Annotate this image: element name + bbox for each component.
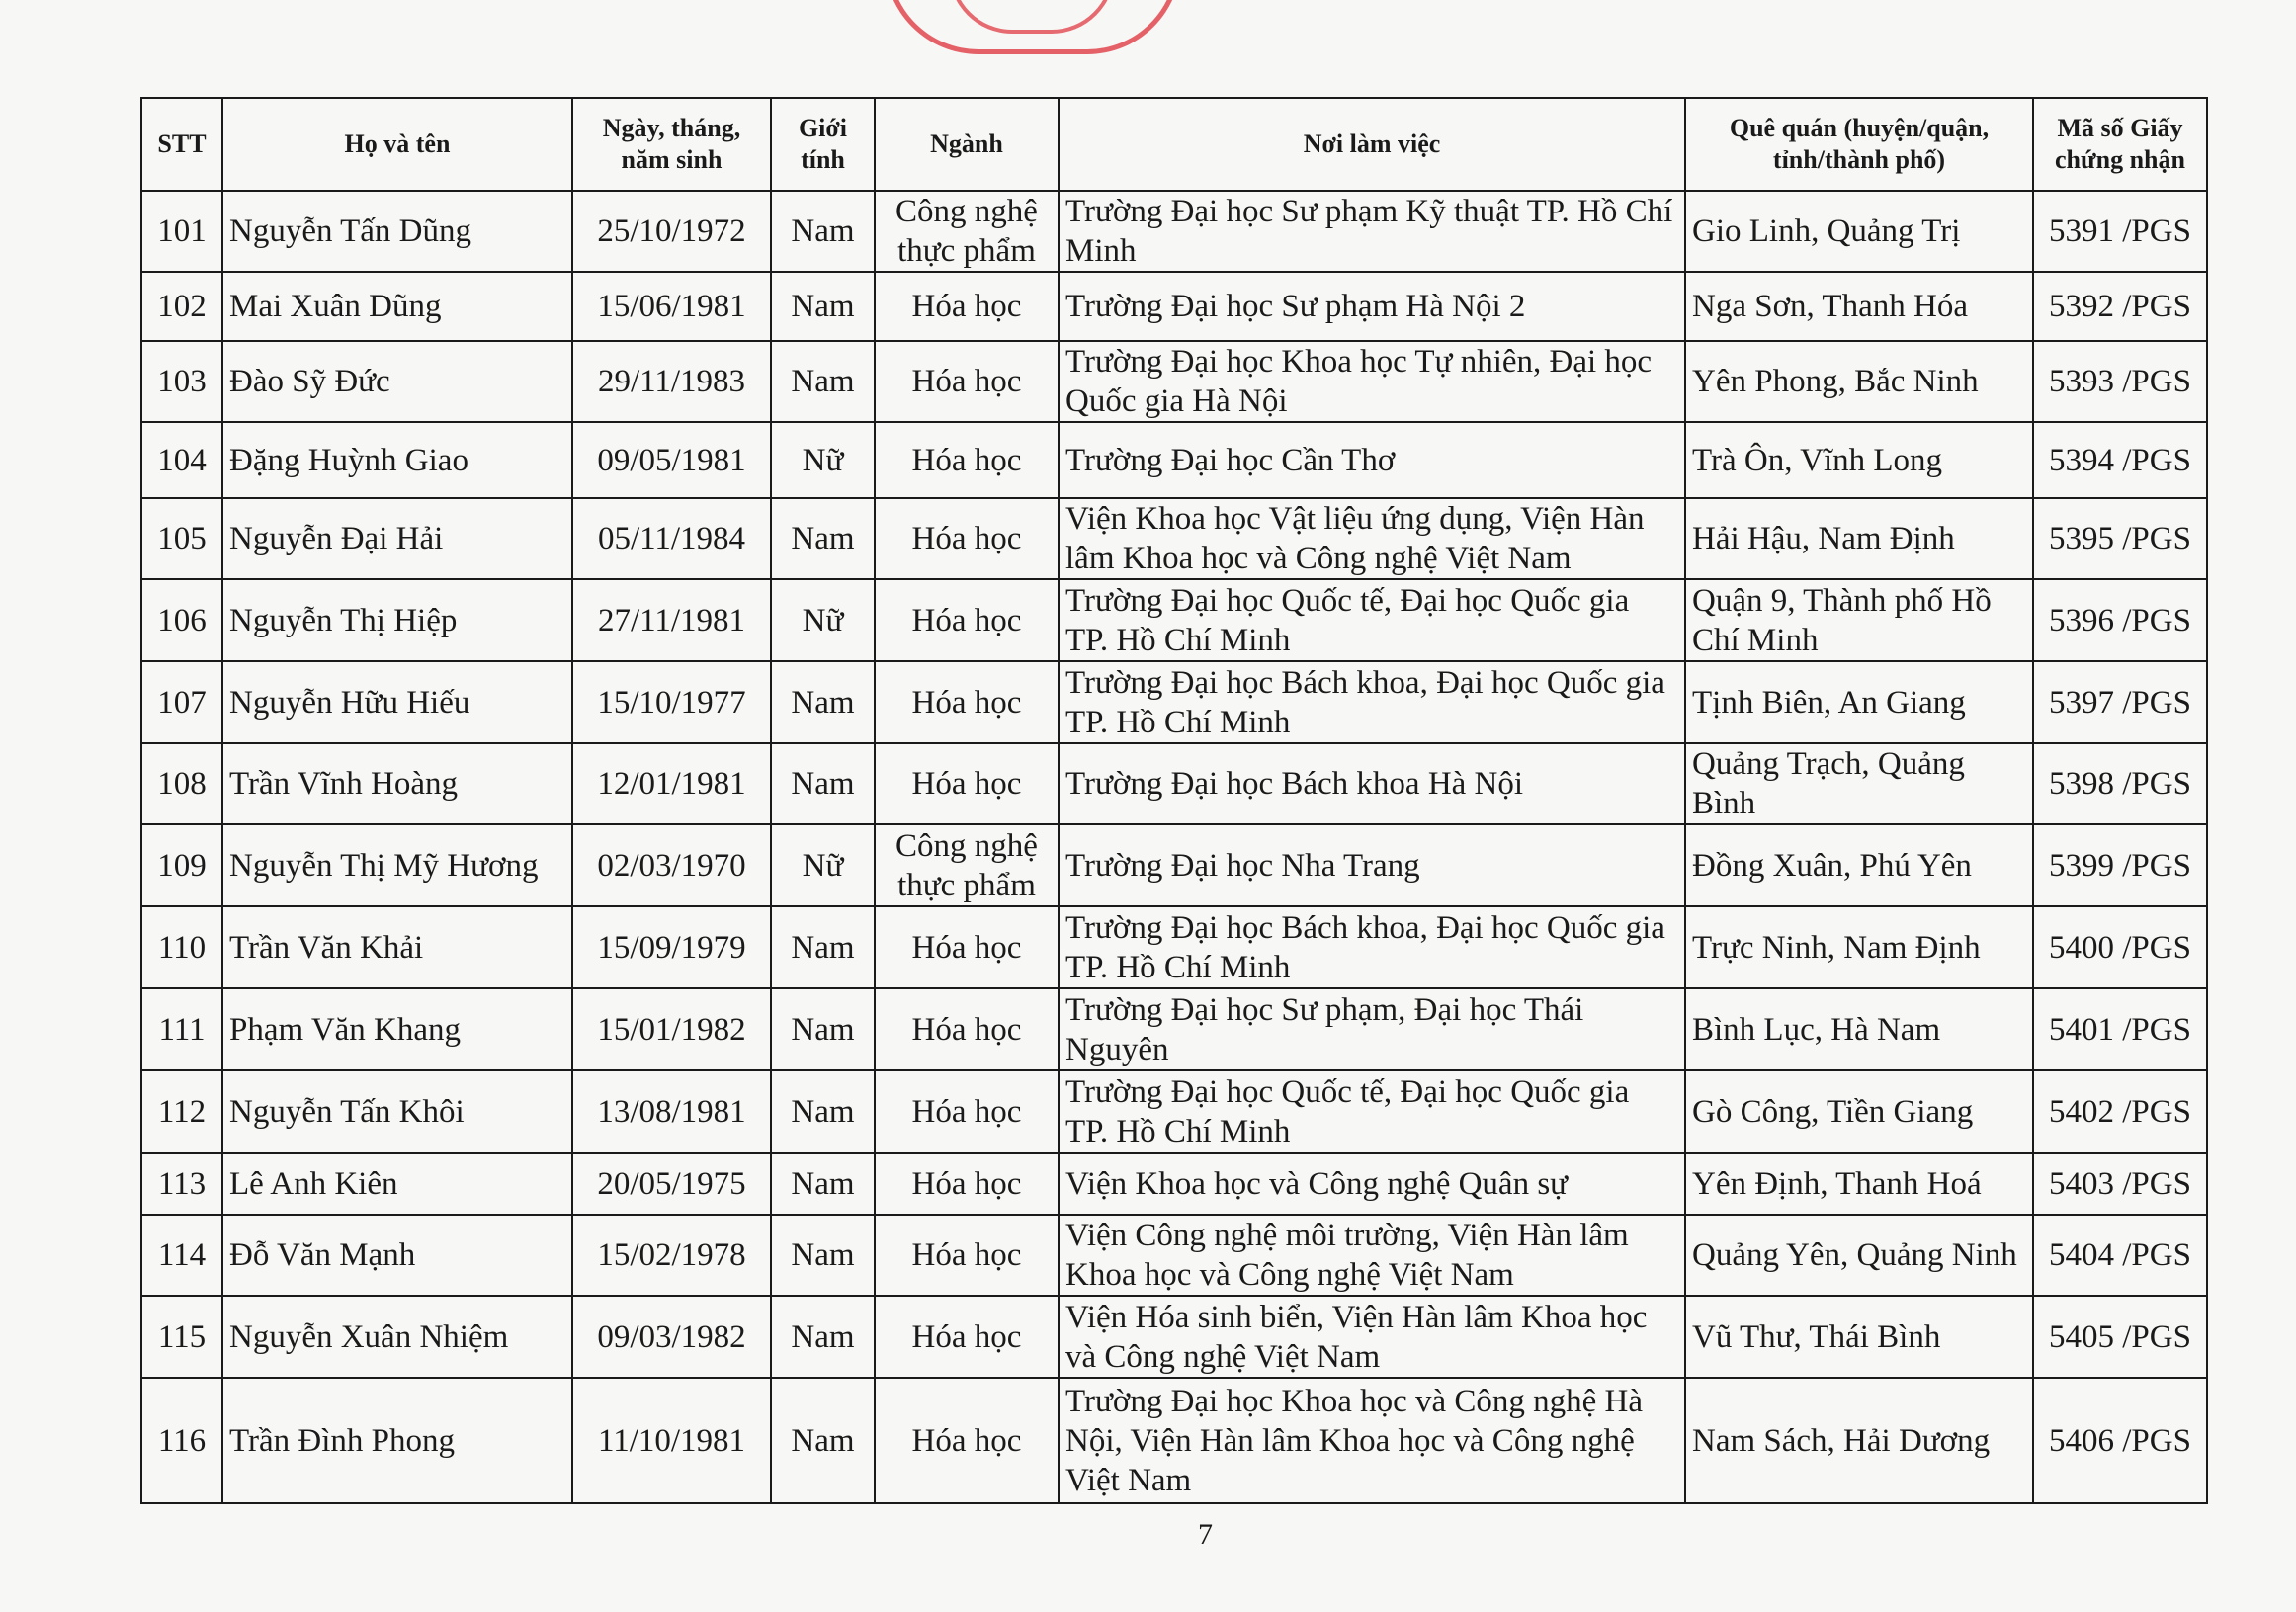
- cell-birthdate: 05/11/1984: [572, 498, 771, 579]
- cell-workplace: Trường Đại học Cần Thơ: [1059, 422, 1685, 498]
- table-header-row: [141, 98, 2207, 191]
- cell-workplace: Trường Đại học Bách khoa, Đại học Quốc gia TP. Hồ Chí Minh: [1059, 906, 1685, 988]
- cell-workplace: Trường Đại học Bách khoa, Đại học Quốc gia TP. Hồ Chí Minh: [1059, 661, 1685, 743]
- cell-workplace: Trường Đại học Sư phạm Hà Nội 2: [1059, 272, 1685, 341]
- table-row: [141, 579, 2207, 661]
- cell-gender: Nam: [771, 661, 875, 743]
- cell-hometown: Yên Định, Thanh Hoá: [1685, 1153, 2033, 1215]
- header-name: Họ và tên: [222, 98, 572, 191]
- cell-workplace: Viện Công nghệ môi trường, Viện Hàn lâm Khoa học và Công nghệ Việt Nam: [1059, 1215, 1685, 1296]
- cell-field: Hóa học: [875, 1153, 1059, 1215]
- cell-stt: 101: [141, 191, 222, 272]
- cell-stt: 113: [141, 1153, 222, 1215]
- header-birthdate: Ngày, tháng, năm sinh: [572, 98, 771, 191]
- cell-stt: 107: [141, 661, 222, 743]
- cell-certificate-code: 5404 /PGS: [2033, 1215, 2207, 1296]
- cell-hometown: Trà Ôn, Vĩnh Long: [1685, 422, 2033, 498]
- cell-stt: 114: [141, 1215, 222, 1296]
- table-row: [141, 191, 2207, 272]
- cell-hometown: Gio Linh, Quảng Trị: [1685, 191, 2033, 272]
- cell-hometown: Vũ Thư, Thái Bình: [1685, 1296, 2033, 1378]
- cell-hometown: Hải Hậu, Nam Định: [1685, 498, 2033, 579]
- cell-gender: Nam: [771, 988, 875, 1070]
- cell-field: Hóa học: [875, 906, 1059, 988]
- cell-birthdate: 15/02/1978: [572, 1215, 771, 1296]
- cell-stt: 115: [141, 1296, 222, 1378]
- cell-name: Nguyễn Tấn Khôi: [222, 1070, 572, 1153]
- certificate-list-table: [140, 97, 2208, 1504]
- cell-name: Đỗ Văn Mạnh: [222, 1215, 572, 1296]
- cell-gender: Nam: [771, 906, 875, 988]
- cell-name: Nguyễn Hữu Hiếu: [222, 661, 572, 743]
- cell-stt: 112: [141, 1070, 222, 1153]
- cell-name: Nguyễn Xuân Nhiệm: [222, 1296, 572, 1378]
- cell-hometown: Đồng Xuân, Phú Yên: [1685, 824, 2033, 906]
- cell-name: Nguyễn Thị Hiệp: [222, 579, 572, 661]
- cell-field: Hóa học: [875, 272, 1059, 341]
- cell-certificate-code: 5398 /PGS: [2033, 743, 2207, 824]
- cell-certificate-code: 5395 /PGS: [2033, 498, 2207, 579]
- cell-stt: 102: [141, 272, 222, 341]
- table-body: [141, 191, 2207, 1503]
- cell-workplace: Trường Đại học Bách khoa Hà Nội: [1059, 743, 1685, 824]
- cell-workplace: Viện Khoa học và Công nghệ Quân sự: [1059, 1153, 1685, 1215]
- table-row: [141, 661, 2207, 743]
- header-field: Ngành: [875, 98, 1059, 191]
- table-row: [141, 1153, 2207, 1215]
- cell-certificate-code: 5391 /PGS: [2033, 191, 2207, 272]
- table-row: [141, 341, 2207, 422]
- cell-field: Công nghệ thực phẩm: [875, 191, 1059, 272]
- cell-gender: Nam: [771, 743, 875, 824]
- cell-birthdate: 15/01/1982: [572, 988, 771, 1070]
- cell-name: Trần Văn Khải: [222, 906, 572, 988]
- cell-stt: 105: [141, 498, 222, 579]
- cell-field: Hóa học: [875, 1070, 1059, 1153]
- cell-birthdate: 29/11/1983: [572, 341, 771, 422]
- table-row: [141, 988, 2207, 1070]
- cell-stt: 111: [141, 988, 222, 1070]
- cell-birthdate: 15/06/1981: [572, 272, 771, 341]
- cell-hometown: Nga Sơn, Thanh Hóa: [1685, 272, 2033, 341]
- cell-certificate-code: 5393 /PGS: [2033, 341, 2207, 422]
- cell-field: Hóa học: [875, 1296, 1059, 1378]
- cell-workplace: Trường Đại học Sư phạm, Đại học Thái Nguyên: [1059, 988, 1685, 1070]
- cell-gender: Nữ: [771, 824, 875, 906]
- table-row: [141, 1070, 2207, 1153]
- cell-name: Trần Đình Phong: [222, 1378, 572, 1503]
- table-row: [141, 743, 2207, 824]
- header-workplace: Nơi làm việc: [1059, 98, 1685, 191]
- cell-gender: Nam: [771, 191, 875, 272]
- cell-certificate-code: 5400 /PGS: [2033, 906, 2207, 988]
- cell-birthdate: 13/08/1981: [572, 1070, 771, 1153]
- cell-field: Hóa học: [875, 661, 1059, 743]
- cell-birthdate: 15/10/1977: [572, 661, 771, 743]
- table-row: [141, 272, 2207, 341]
- cell-field: Hóa học: [875, 341, 1059, 422]
- cell-certificate-code: 5392 /PGS: [2033, 272, 2207, 341]
- cell-name: Trần Vĩnh Hoàng: [222, 743, 572, 824]
- cell-certificate-code: 5405 /PGS: [2033, 1296, 2207, 1378]
- cell-certificate-code: 5406 /PGS: [2033, 1378, 2207, 1503]
- cell-workplace: Trường Đại học Quốc tế, Đại học Quốc gia TP. Hồ Chí Minh: [1059, 579, 1685, 661]
- cell-birthdate: 25/10/1972: [572, 191, 771, 272]
- cell-gender: Nam: [771, 1215, 875, 1296]
- cell-name: Phạm Văn Khang: [222, 988, 572, 1070]
- cell-name: Nguyễn Đại Hải: [222, 498, 572, 579]
- cell-stt: 110: [141, 906, 222, 988]
- cell-birthdate: 20/05/1975: [572, 1153, 771, 1215]
- page-number: 7: [1198, 1518, 1213, 1551]
- header-hometown: Quê quán (huyện/quận, tỉnh/thành phố): [1685, 98, 2033, 191]
- cell-gender: Nam: [771, 1378, 875, 1503]
- cell-workplace: Trường Đại học Nha Trang: [1059, 824, 1685, 906]
- cell-field: Hóa học: [875, 1378, 1059, 1503]
- cell-name: Nguyễn Thị Mỹ Hương: [222, 824, 572, 906]
- cell-birthdate: 12/01/1981: [572, 743, 771, 824]
- cell-workplace: Trường Đại học Sư phạm Kỹ thuật TP. Hồ Chí Minh: [1059, 191, 1685, 272]
- cell-field: Hóa học: [875, 579, 1059, 661]
- cell-hometown: Quận 9, Thành phố Hồ Chí Minh: [1685, 579, 2033, 661]
- table-row: [141, 906, 2207, 988]
- cell-certificate-code: 5401 /PGS: [2033, 988, 2207, 1070]
- cell-stt: 116: [141, 1378, 222, 1503]
- cell-field: Hóa học: [875, 498, 1059, 579]
- cell-name: Đặng Huỳnh Giao: [222, 422, 572, 498]
- cell-gender: Nữ: [771, 579, 875, 661]
- cell-certificate-code: 5394 /PGS: [2033, 422, 2207, 498]
- cell-name: Mai Xuân Dũng: [222, 272, 572, 341]
- header-stt: STT: [141, 98, 222, 191]
- table-row: [141, 824, 2207, 906]
- cell-birthdate: 09/05/1981: [572, 422, 771, 498]
- cell-gender: Nam: [771, 1296, 875, 1378]
- cell-birthdate: 27/11/1981: [572, 579, 771, 661]
- cell-gender: Nữ: [771, 422, 875, 498]
- cell-hometown: Quảng Trạch, Quảng Bình: [1685, 743, 2033, 824]
- header-gender: Giới tính: [771, 98, 875, 191]
- cell-birthdate: 15/09/1979: [572, 906, 771, 988]
- cell-workplace: Trường Đại học Khoa học và Công nghệ Hà Nội, Viện Hàn lâm Khoa học và Công nghệ Việt Nam: [1059, 1378, 1685, 1503]
- cell-hometown: Nam Sách, Hải Dương: [1685, 1378, 2033, 1503]
- cell-field: Hóa học: [875, 988, 1059, 1070]
- cell-birthdate: 02/03/1970: [572, 824, 771, 906]
- cell-name: Lê Anh Kiên: [222, 1153, 572, 1215]
- cell-field: Hóa học: [875, 1215, 1059, 1296]
- cell-gender: Nam: [771, 498, 875, 579]
- cell-certificate-code: 5403 /PGS: [2033, 1153, 2207, 1215]
- cell-stt: 104: [141, 422, 222, 498]
- cell-field: Hóa học: [875, 743, 1059, 824]
- cell-name: Đào Sỹ Đức: [222, 341, 572, 422]
- cell-hometown: Trực Ninh, Nam Định: [1685, 906, 2033, 988]
- cell-birthdate: 11/10/1981: [572, 1378, 771, 1503]
- cell-certificate-code: 5399 /PGS: [2033, 824, 2207, 906]
- cell-stt: 103: [141, 341, 222, 422]
- cell-workplace: Trường Đại học Quốc tế, Đại học Quốc gia TP. Hồ Chí Minh: [1059, 1070, 1685, 1153]
- cell-certificate-code: 5397 /PGS: [2033, 661, 2207, 743]
- table-row: [141, 1296, 2207, 1378]
- cell-field: Hóa học: [875, 422, 1059, 498]
- cell-workplace: Viện Khoa học Vật liệu ứng dụng, Viện Hàn lâm Khoa học và Công nghệ Việt Nam: [1059, 498, 1685, 579]
- table-row: [141, 498, 2207, 579]
- table-row: [141, 1215, 2207, 1296]
- cell-workplace: Viện Hóa sinh biển, Viện Hàn lâm Khoa học và Công nghệ Việt Nam: [1059, 1296, 1685, 1378]
- cell-workplace: Trường Đại học Khoa học Tự nhiên, Đại học Quốc gia Hà Nội: [1059, 341, 1685, 422]
- cell-stt: 109: [141, 824, 222, 906]
- header-certificate-code: Mã số Giấy chứng nhận: [2033, 98, 2207, 191]
- cell-gender: Nam: [771, 1153, 875, 1215]
- cell-gender: Nam: [771, 341, 875, 422]
- cell-hometown: Quảng Yên, Quảng Ninh: [1685, 1215, 2033, 1296]
- cell-certificate-code: 5396 /PGS: [2033, 579, 2207, 661]
- cell-hometown: Bình Lục, Hà Nam: [1685, 988, 2033, 1070]
- cell-hometown: Tịnh Biên, An Giang: [1685, 661, 2033, 743]
- cell-hometown: Yên Phong, Bắc Ninh: [1685, 341, 2033, 422]
- cell-birthdate: 09/03/1982: [572, 1296, 771, 1378]
- table-row: [141, 1378, 2207, 1503]
- cell-name: Nguyễn Tấn Dũng: [222, 191, 572, 272]
- table-row: [141, 422, 2207, 498]
- cell-gender: Nam: [771, 272, 875, 341]
- cell-gender: Nam: [771, 1070, 875, 1153]
- cell-certificate-code: 5402 /PGS: [2033, 1070, 2207, 1153]
- cell-stt: 106: [141, 579, 222, 661]
- cell-hometown: Gò Công, Tiền Giang: [1685, 1070, 2033, 1153]
- cell-field: Công nghệ thực phẩm: [875, 824, 1059, 906]
- cell-stt: 108: [141, 743, 222, 824]
